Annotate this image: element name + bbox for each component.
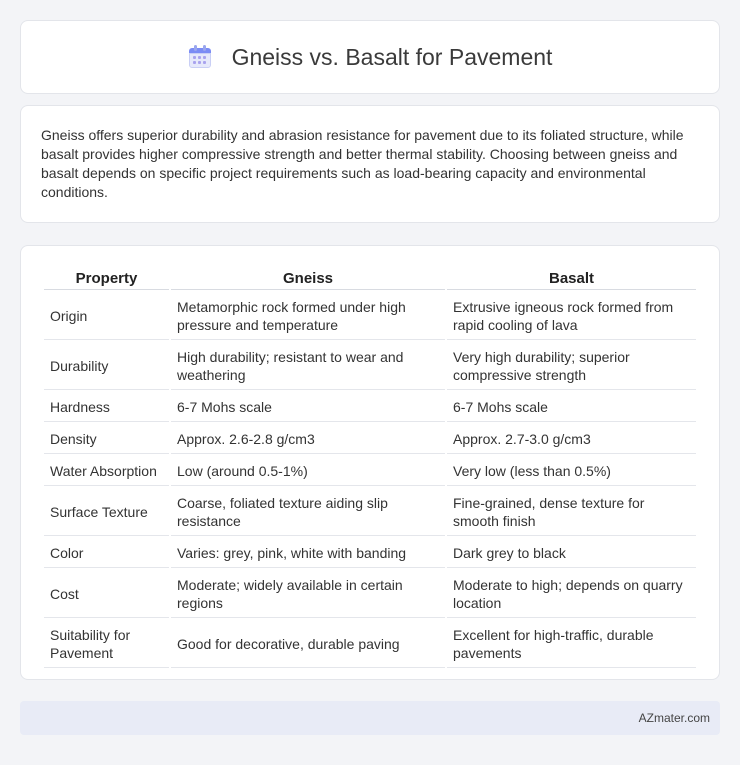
basalt-cell: Very low (less than 0.5%) [447,456,696,486]
title-wrap [188,44,553,71]
comparison-table [42,266,698,670]
table-row [44,292,696,340]
property-cell: Suitability for Pavement [44,620,169,668]
footer-bar [20,701,720,735]
gneiss-cell: High durability; resistant to wear and weathering [171,342,445,390]
gneiss-cell: Varies: grey, pink, white with banding [171,538,445,568]
basalt-cell: Very high durability; superior compressive strength [447,342,696,390]
basalt-cell: Dark grey to black [447,538,696,568]
gneiss-cell: Metamorphic rock formed under high pressure and temperature [171,292,445,340]
table-row [44,620,696,668]
basalt-cell: Moderate to high; depends on quarry location [447,570,696,618]
table-header-row [44,268,696,290]
header-card [20,20,720,94]
intro-card [20,105,720,223]
header-property: Property [44,268,169,290]
property-cell: Surface Texture [44,488,169,536]
table-row [44,342,696,390]
intro-text: Gneiss offers superior durability and abrasion resistance for pavement due to its foliated structure, while basalt provides higher compressive strength and better thermal stability. Choosing between gneiss and basalt depends on specific project requirements such as load-bearing capacity and environmental conditions. [41,127,684,200]
basalt-cell: 6-7 Mohs scale [447,392,696,422]
table-row [44,424,696,454]
property-cell: Cost [44,570,169,618]
property-cell: Origin [44,292,169,340]
table-row [44,488,696,536]
basalt-cell: Fine-grained, dense texture for smooth finish [447,488,696,536]
table-row [44,392,696,422]
header-basalt: Basalt [447,268,696,290]
property-cell: Density [44,424,169,454]
gneiss-cell: Moderate; widely available in certain regions [171,570,445,618]
table-row [44,456,696,486]
page-title: Gneiss vs. Basalt for Pavement [231,43,553,70]
property-cell: Water Absorption [44,456,169,486]
gneiss-cell: Approx. 2.6-2.8 g/cm3 [171,424,445,454]
gneiss-cell: Low (around 0.5-1%) [171,456,445,486]
basalt-cell: Extrusive igneous rock formed from rapid cooling of lava [447,292,696,340]
basalt-cell: Approx. 2.7-3.0 g/cm3 [447,424,696,454]
table-row [44,570,696,618]
gneiss-cell: Good for decorative, durable paving [171,620,445,668]
table-row [44,538,696,568]
gneiss-cell: Coarse, foliated texture aiding slip resistance [171,488,445,536]
basalt-cell: Excellent for high-traffic, durable pavements [447,620,696,668]
gneiss-cell: 6-7 Mohs scale [171,392,445,422]
header-gneiss: Gneiss [171,268,445,290]
property-cell: Hardness [44,392,169,422]
property-cell: Color [44,538,169,568]
calendar-icon [188,44,212,70]
footer-brand[interactable]: AZmater.com [638,711,710,725]
property-cell: Durability [44,342,169,390]
table-card [20,245,720,680]
